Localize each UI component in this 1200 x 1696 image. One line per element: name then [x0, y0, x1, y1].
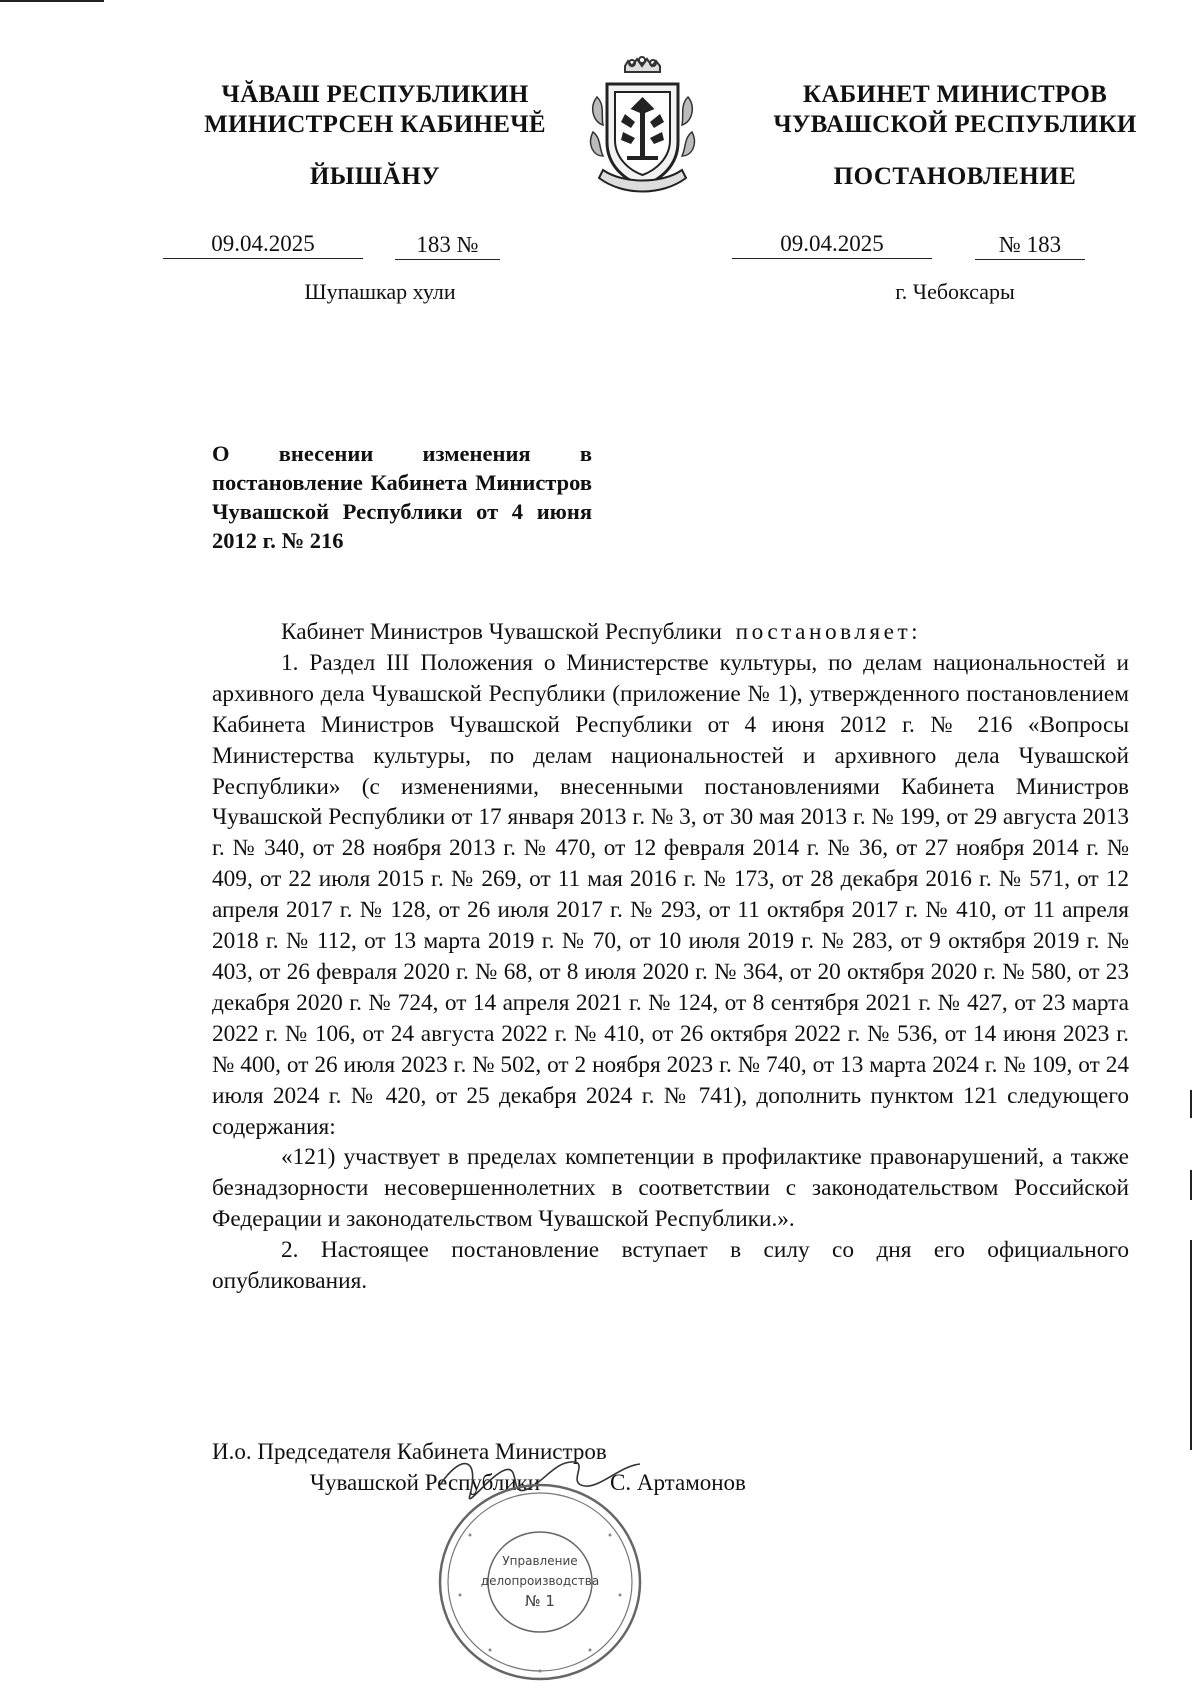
header-left-number: 183 №: [395, 231, 500, 260]
header-right-doc-type: ПОСТАНОВЛЕНИЕ: [833, 163, 1077, 190]
header-right-org: [745, 80, 1165, 140]
scan-edge-mark: [1190, 1170, 1192, 1200]
header-left-org: [180, 80, 570, 140]
header-left-place: Шупашкар хули: [304, 279, 456, 304]
header-right-date: 09.04.2025: [732, 230, 932, 259]
preamble-prefix: Кабинет Министров Чувашской Республики: [281, 619, 722, 645]
scan-edge-mark: [1190, 1090, 1192, 1118]
stamp-center-line3: № 1: [525, 1592, 555, 1610]
document-body: [212, 617, 1129, 1297]
header-right-place: г. Чебоксары: [895, 279, 1015, 304]
official-stamp: [430, 1475, 650, 1690]
preamble: [212, 617, 1129, 648]
header-right-line1: КАБИНЕТ МИНИСТРОВ: [802, 81, 1108, 108]
header-left-line2: МИНИСТРСЕН КАБИНЕЧĔ: [204, 111, 546, 138]
item-2: 2. Настоящее постановление вступает в силу со дня его официального опубликования.: [212, 1237, 1129, 1295]
header-left-doc-type: ЙЫШĂНУ: [309, 163, 441, 190]
stamp-center-line2: делопроизводства: [480, 1574, 600, 1588]
document-subject: О внесении изменения в постановление Кабинета Министров Чувашской Республики от 4 июня 2012 г. № 216: [212, 441, 592, 553]
header-left-line1: ЧĂВАШ РЕСПУБЛИКИН: [221, 81, 529, 108]
header-left-date: 09.04.2025: [163, 230, 363, 259]
item-1-quote: «121) участвует в пределах компетенции в профилактике правонарушений, а также безнадзорности несовершеннолетних в соответствии с законодательством Российской Федерации и законодательством Чувашской Республики.».: [212, 1144, 1129, 1233]
preamble-verb: постановляет:: [735, 619, 922, 645]
signature-position-line2: Чувашской Республики: [310, 1470, 541, 1495]
item-1: 1. Раздел III Положения о Министерстве культуры, по делам национальностей и архивного дела Чувашской Республики (приложение № 1), утвержденного постановлением Кабинета Министров Чувашской Республики от 4 июня 2012 г. № 216 «Вопросы Министерства культуры, по делам национальностей и архивного дела Чувашской Республики» (с изменениями, внесенными постановлениями Кабинета Министров Чувашской Республики от 17 января 2013 г. № 3, от 30 мая 2013 г. № 199, от 29 августа 2013 г. № 340, от 28 ноября 2013 г. № 470, от 12 февраля 2014 г. № 36, от 27 ноября 2014 г. № 409, от 22 июля 2015 г. № 269, от 11 мая 2016 г. № 173, от 28 декабря 2016 г. № 571, от 12 апреля 2017 г. № 128, от 26 июля 2017 г. № 293, от 11 октября 2017 г. № 410, от 11 апреля 2018 г. № 112, от 13 марта 2019 г. № 70, от 10 июля 2019 г. № 283, от 9 октября 2019 г. № 403, от 26 февраля 2020 г. № 68, от 8 июля 2020 г. № 364, от 20 октября 2020 г. № 580, от 23 декабря 2020 г. № 724, от 14 апреля 2021 г. № 124, от 8 сентября 2021 г. № 427, от 23 марта 2022 г. № 106, от 24 августа 2022 г. № 410, от 26 октября 2022 г. № 536, от 14 июня 2023 г. № 400, от 26 июля 2023 г. № 502, от 2 ноября 2023 г. № 740, от 13 марта 2024 г. № 109, от 24 июля 2024 г. № 420, от 25 декабря 2024 г. № 741), дополнить пунктом 121 следующего содержания:: [212, 649, 1129, 1140]
header-right-number: № 183: [975, 231, 1085, 260]
coat-of-arms-icon: [585, 52, 700, 197]
header-right-line2: ЧУВАШСКОЙ РЕСПУБЛИКИ: [773, 111, 1137, 138]
scan-corner-mark: [0, 0, 104, 2]
signature-name: С. Артамонов: [610, 1470, 746, 1495]
stamp-center-line1: Управление: [502, 1554, 578, 1568]
signature-position-line1: И.о. Председателя Кабинета Министров: [212, 1439, 607, 1464]
scan-edge-mark: [1190, 1240, 1192, 1450]
